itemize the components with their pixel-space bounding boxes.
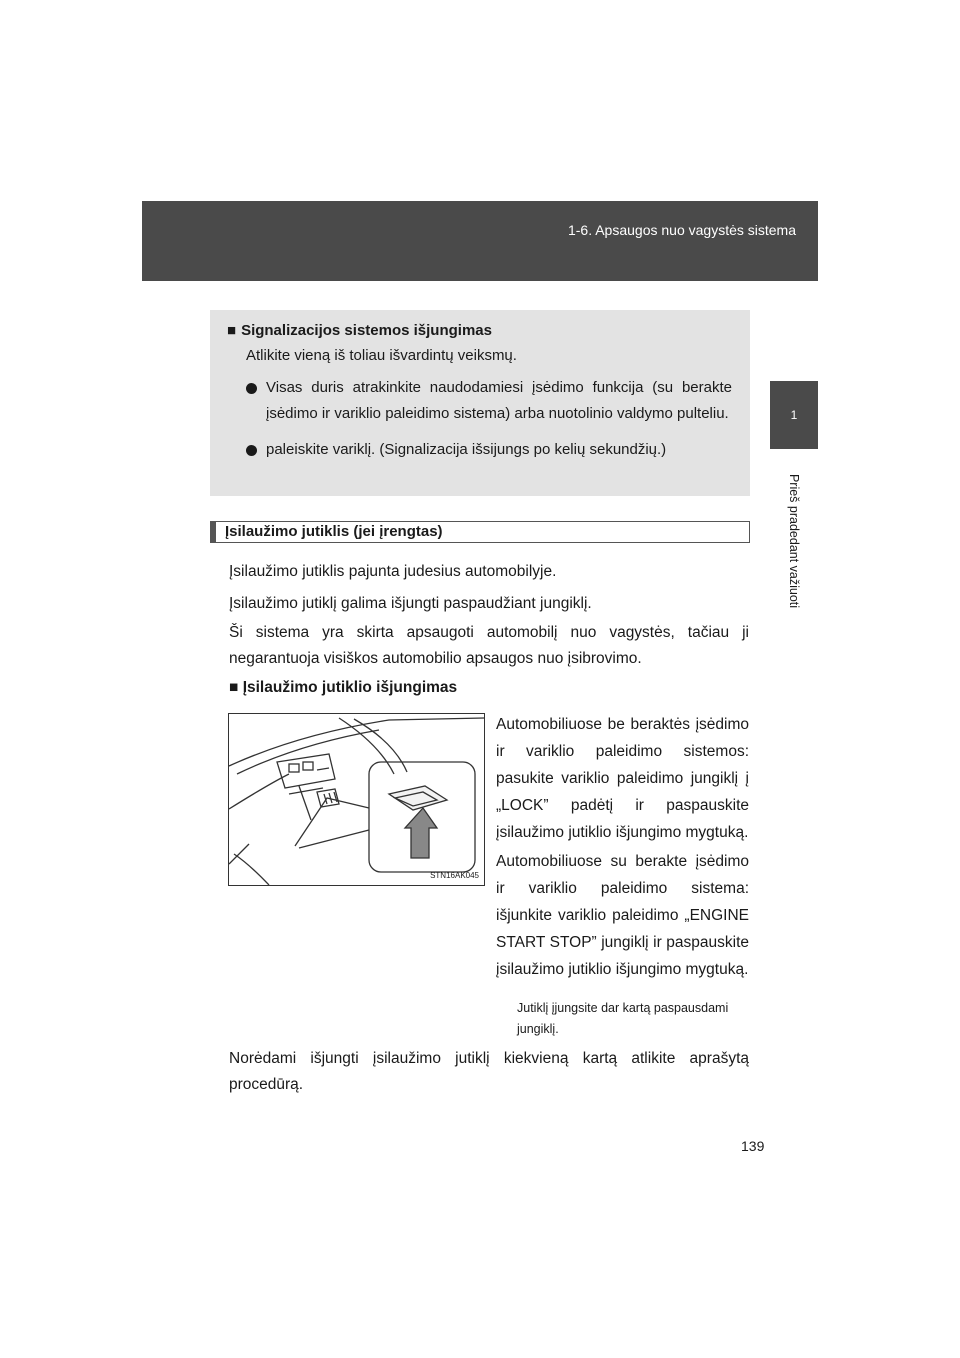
small-note: Jutiklį įjungsite dar kartą paspausdami jungiklį. [517, 1001, 729, 1036]
instruction-paragraph: Automobiliuose be beraktės įsėdimo ir variklio paleidimo sistemos: pasukite variklio paleidimo jungiklį į „LOCK” padėtį ir paspauskite įsilaužimo jutiklio išjungimo mygtuką. [496, 716, 749, 841]
note-bullet [227, 437, 732, 463]
note-bullet [227, 375, 732, 427]
paragraph: Įsilaužimo jutiklį galima išjungti paspaudžiant jungiklį. [229, 595, 592, 612]
chapter-title: 1-6. Apsaugos nuo vagystės sistema [567, 222, 796, 238]
note-intro: Atlikite vieną iš toliau išvardintų veiksmų. [246, 347, 517, 364]
overhead-console-illustration [229, 714, 484, 885]
chapter-tab: 1 [770, 381, 818, 449]
subsection-heading-text: Įsilaužimo jutiklio išjungimas [242, 679, 458, 696]
note-bullet-text: Visas duris atrakinkite naudodamiesi įsėdimo funkcija (su berakte įsėdimo ir variklio paleidimo sistema) arba nuotolinio valdymo pulteliu. [266, 379, 732, 422]
section-heading: Įsilaužimo jutiklis (jei įrengtas) [210, 521, 750, 543]
bullet-dot-icon [246, 445, 257, 456]
instruction-paragraph: Automobiliuose su berakte įsėdimo ir variklio paleidimo sistema: išjunkite variklio paleidimo „ENGINE START STOP” jungiklį ir paspauskite įsilaužimo jutiklio išjungimo mygtuką. [496, 853, 749, 978]
subsection-heading [229, 679, 457, 697]
note-heading [227, 322, 732, 339]
note-heading-text: Signalizacijos sistemos išjungimas [241, 322, 492, 339]
figure-overhead-console [228, 713, 485, 886]
square-bullet-icon: ■ [229, 679, 239, 696]
bullet-dot-icon [246, 383, 257, 394]
side-label [786, 462, 802, 620]
header-band [142, 201, 818, 281]
paragraph: Ši sistema yra skirta apsaugoti automobilį nuo vagystės, tačiau ji negarantuoja visiškos automobilio apsaugos nuo įsibrovimo. [229, 624, 749, 667]
page-number: 139 [741, 1138, 765, 1154]
figure-code: STN16AK045 [430, 871, 479, 880]
note-bullet-text: paleiskite variklį. (Signalizacija išsijungs po kelių sekundžių.) [266, 441, 667, 458]
side-label-text: Prieš pradedant važiuoti [787, 473, 802, 609]
paragraph: Norėdami išjungti įsilaužimo jutiklį kiekvieną kartą atlikite aprašytą procedūrą. [229, 1050, 749, 1093]
note-box [210, 310, 750, 496]
paragraph: Įsilaužimo jutiklis pajunta judesius automobilyje. [229, 563, 557, 580]
square-bullet-icon: ■ [227, 322, 237, 339]
